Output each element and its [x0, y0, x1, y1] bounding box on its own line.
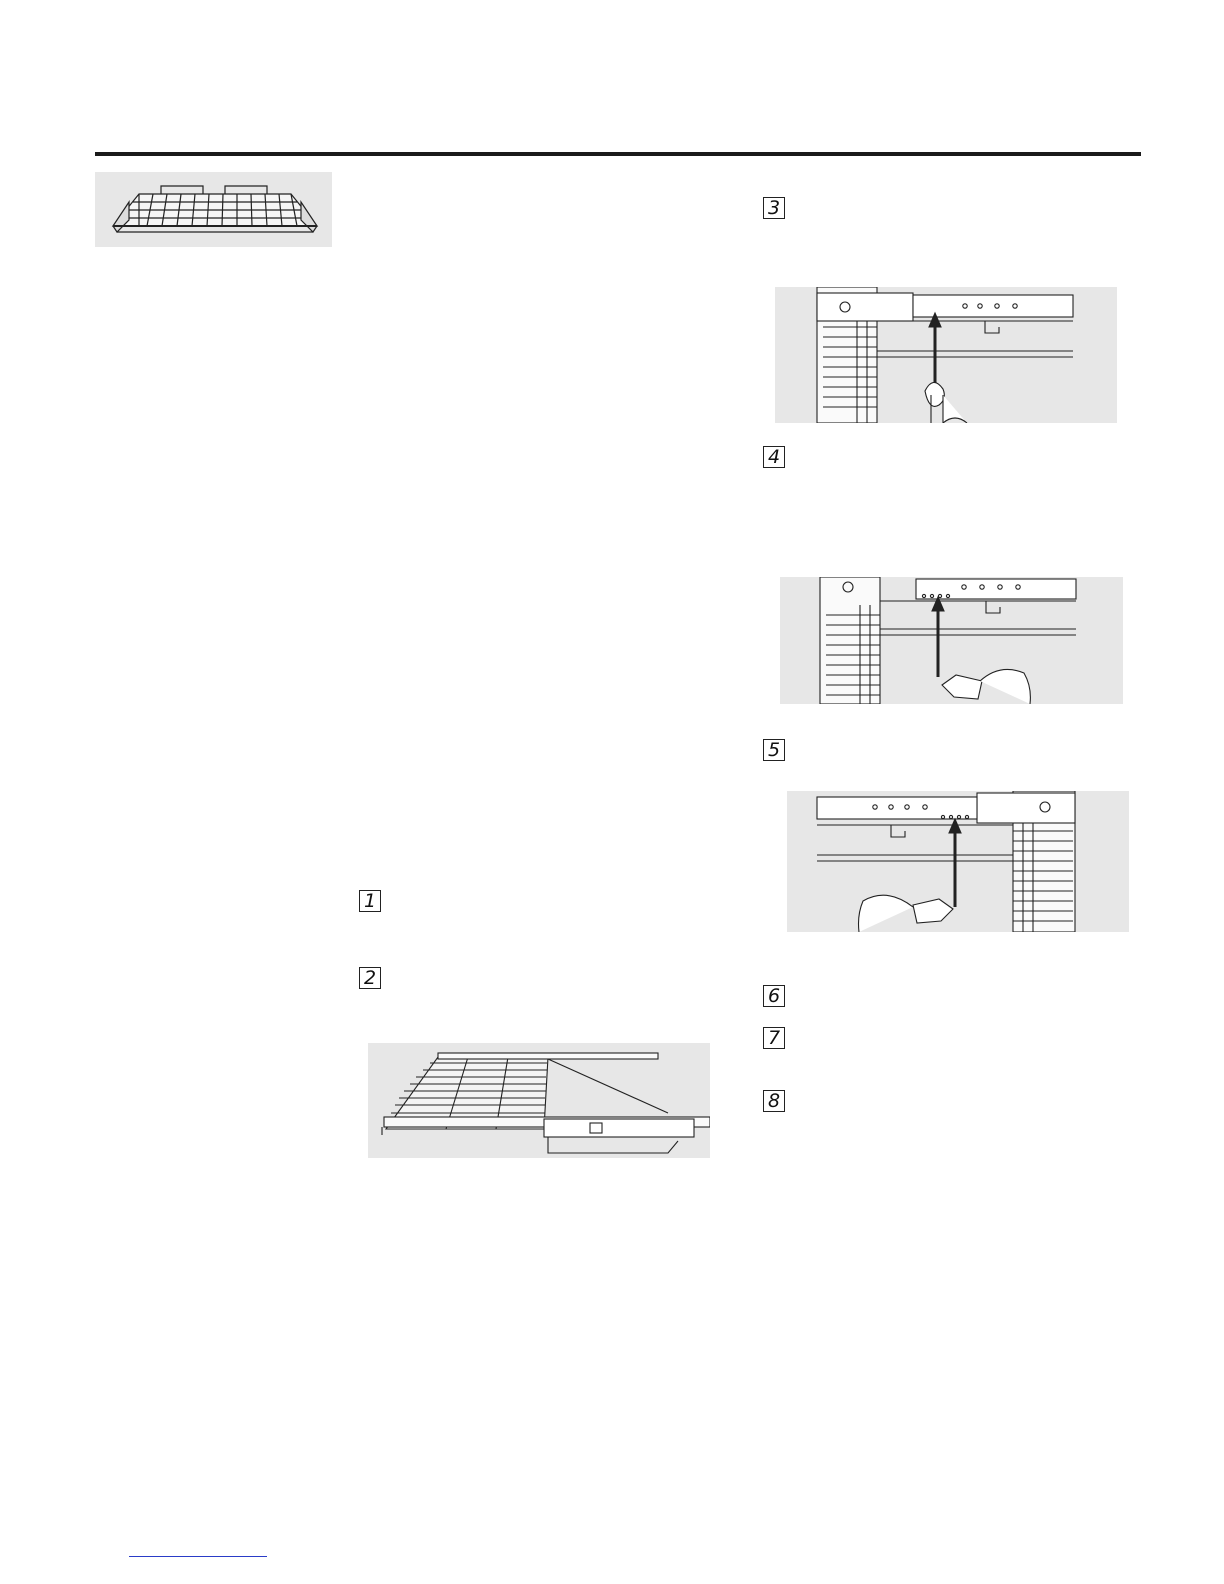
- step-6-marker: 6: [763, 985, 785, 1007]
- wipe-rail-figure: [775, 287, 1117, 423]
- lubricant-bottle-icon: [787, 791, 1129, 932]
- rack-extension-figure: [368, 1043, 710, 1158]
- step-2-marker: 2: [359, 967, 381, 989]
- oven-rack-icon: [95, 172, 332, 247]
- lubricant-bottle-icon: [780, 577, 1123, 704]
- step-7-marker: 7: [763, 1027, 785, 1049]
- lubricate-left-figure: [780, 577, 1123, 704]
- step-4-marker: 4: [763, 446, 785, 468]
- finger-wipe-icon: [775, 287, 1117, 423]
- extension-rail-icon: [368, 1043, 710, 1158]
- lubricate-right-figure: [787, 791, 1129, 932]
- step-5-marker: 5: [763, 739, 785, 761]
- step-1-marker: 1: [359, 890, 381, 912]
- header-rule: [95, 152, 1141, 156]
- step-3-marker: 3: [763, 197, 785, 219]
- step-8-marker: 8: [763, 1090, 785, 1112]
- footer-link-underline[interactable]: [129, 1556, 267, 1557]
- rack-figure: [95, 172, 332, 247]
